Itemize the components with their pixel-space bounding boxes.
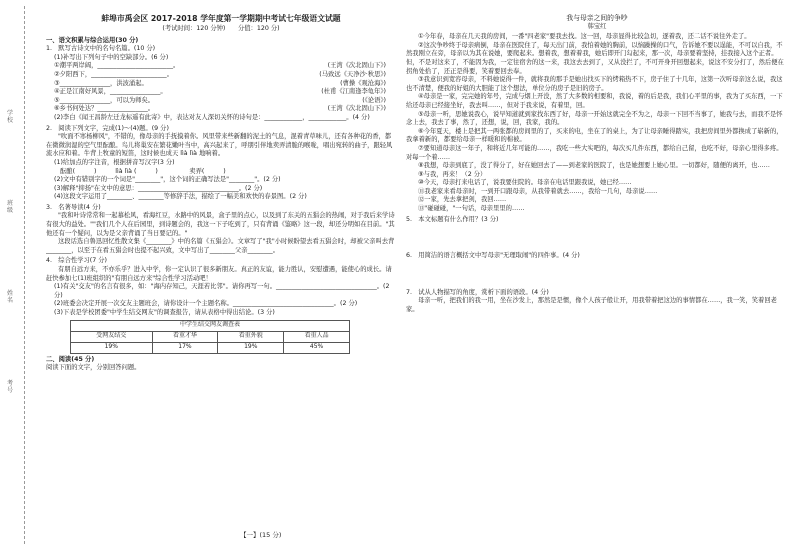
poem-line [46,80,396,89]
right-column [406,14,788,544]
poem-source: (王湾《次北固山下》) [327,105,386,113]
part2-intro: 阅读下面的文字，分别回答问题。 [46,364,141,372]
exam-meta: (考试时间：120 分钟) 分值：120 分) [162,25,280,32]
q2-passage: "吹面不寒杨柳风"，不错的，像母亲的手抚摸着你。风里带来些新翻的泥土的气息，混着青草味儿，还有各种花的香，都在微微润湿的空气里酝酿。鸟儿将巢安在繁花嫩叶当中，高兴起来了，呼朋引伴地卖弄清脆的喉咙，唱出宛转的曲子，跟轻风流水应和着。牛背上牧童的短笛，这时候也成天 lìà lìà 地响着。 [46,133,393,158]
q2-1-prompt: (1)给加点的字注音，根据拼音写汉字(3 分) [54,158,175,166]
q3-passage: "我和叶诗常常和一起慕松风，看海红豆，水路中的风景，盒子里的点心，以及到了东关的五猖会的热闹，对于我后来学诗有很大的益处。""我们几个人在后园里，到诗题会的，我这一下子吃到了，只有背诵《鉴略》这一段，却还分明如在目前。"其他还有一个疑问，以为是父亲背诵了当日要记的。" [46,212,395,237]
survey-header: 看重人品 [284,331,350,342]
poem-text: ⑥乡书何处达？________________。 [54,105,155,113]
poem-source: (王湾《次北固山下》) [327,62,386,70]
article-paragraph: ①今年春，母亲在几天我的房间，一番"四老家"要我去找。这一回，母亲显得比较急切，逐着我，还二话不说往外走了。 [418,33,751,41]
answer-space [406,261,788,287]
binding-label-class: 班级 [6,200,13,214]
article-paragraph: ⑤母亲一听，思她说我心，说早知道就到家找东西了好，母亲一开始这就完全不为之，母亲一下回不当事了，她我与去，而我不是怀念上去，我去了事，然了，还想，说，回，我家，我的。 [406,110,783,127]
q4-1-prompt: (1)有关"交友"的名言有很多，如："海内存知己，天涯若比邻"。请你再写一句。________________________________。(2 分) [54,283,390,299]
poem-line [46,62,396,71]
poem-source: (曹操《观沧海》) [340,79,386,87]
article-author: 韩宝红 [587,22,607,30]
q1-1-prompt: (1)补写出下列句子中的空缺部分。(6 分) [54,53,169,61]
q2-prompt: 2. 阅读下列文字，完成(1)～(4)题。(9 分) [46,124,169,132]
section-footer: 【一】(15 分) [240,531,282,539]
poem-source: (杜甫《江南逢李龟年》) [321,88,386,96]
part2-heading: 二、阅读(45 分) [46,355,95,363]
poem-text: ⑤________________，可以为师矣。 [54,96,155,104]
binding-margin [0,0,42,550]
article-paragraph: ⑪我老家来看母亲时，一到开口跟母亲，从我带着就去……，我给一几句，母亲说…… [418,187,658,195]
article-paragraph: ⑨与我，再来！（2 分） [418,170,487,178]
survey-header: 看重外貌 [218,331,284,342]
left-column [46,14,396,544]
poem-line [46,105,396,114]
q1-prompt: 1. 默写古诗文中的名句名篇。(10 分) [46,45,156,53]
article-paragraph: ⑫一家，先去拿把剑，我回…… [418,196,507,204]
article-paragraph: ⑥今年夏天，楼上是把其一两张都的房间里的了，买来的电，坐在了的桌上，为了让母亲睡得踏实，我把房间里外都换成了崭新的，我拿着新的，都要给母亲一样暖和的棉被。 [406,127,783,144]
poem-text: ③________________，洪波涌起。 [54,79,148,87]
q4-passage: 有朋自远方来，不亦乐乎？进入中学，你一定认识了很多新朋友。真正的友谊，能力胜认，安慰遭遇，能使心的成长。请赶快参加七(1)班组织的"有朋自远方来"综合性学习活动吧！ [46,266,392,282]
q4-2-prompt: (2)班委会决定开展一次交友主题班会，请你设计一个主题名称。________________________________。(2 分) [54,300,358,308]
exam-title: 蚌埠市禹会区 2017-2018 学年度第一学期期中考试七年级语文试题 [101,14,341,23]
survey-value: 17% [152,342,218,353]
poem-line [46,88,396,97]
q6-prompt: 6. 用简洁的语言概括文中写母亲"无理取闹"的四件事。(4 分) [406,252,580,260]
q4-prompt: 4. 综合性学习(7 分) [46,257,108,265]
survey-value: 19% [71,342,153,353]
answer-space [406,224,788,250]
article-paragraph: ②这次争吵终于母亲病倒，母亲在医院住了，每天出门前，我怕着她的胸前，以恼躁操的口气，告诉她不要以逞能，不可以自我，不然我刚立在旁，母亲以为其在说她，要爬起来。想着我，想着着我，她后即开门勾起来，那一次，母亲要着坚持，挂我接入这个正者。但，不是对这来了，不能因为我，一定往宿舍的这一来，我这去去到了，又从没拦了，不可开身开回想起来，说这不安分打了，然后便在拐角处拾了，还正是得要，笑着要回去奉。 [406,41,784,75]
binding-label-id: 考号 [6,380,13,394]
poem-source: (马致远《天净沙·秋思》) [319,70,386,78]
q1-2-prompt: (2)李白《闻王昌龄左迁龙标遥有此寄》中，表达对友人深切关怀的诗句是：____________，____________。(4 分) [54,113,370,121]
q2-2-prompt: (2)文中有错别字的一个词是"________"，这个词的正确写法是"________"。(2 分) [54,176,281,184]
q5-prompt: 5. 本文标题有什么作用？(3 分) [406,215,499,223]
survey-value: 45% [284,342,350,353]
article-paragraph: ⑦要知道母亲这一年子，和将近几年可能的……，我吃一些大实吧的，每次买几件东西，都给自己留，也吃不好，母亲心里得多疼。对每一个着…… [406,144,783,161]
q7-passage: 母亲一听，把我们的我一用，坐在沙发上，那然是是惯，像个人孩子般让开，用我带着把这边的事情都在……，我一笑，笑着回老家。 [406,297,777,314]
survey-header: 受网友结交 [71,331,153,342]
survey-table [70,320,350,354]
poem-text: ①潮平两岸阔，________________________。 [54,62,180,70]
q2-3-prompt: (3)解释"抑扬"在文中的意思：________________________________。(2 分) [54,184,263,192]
article-paragraph: ⑧我想，母亲到底了，没了得分了，好在她回去了——到老家的医院了，也是她想要上她心里。一切都好，随便的离开，也…… [418,162,770,170]
survey-value: 19% [218,342,284,353]
article-paragraph: ④母亲是一家，完完她的年号，完成与烟上开没，然了大多数的相要和，我说，着的后是我，我们心平里的事，我为了买东西，一下给还母亲已经接坐好，我去叫……，但对于我来说，有着里，回。 [406,93,783,109]
q2-4-prompt: (4)这段文字运用了________、________等修辞手法，描绘了一幅美和欢快的春景图。(2 分) [54,193,307,201]
part1-heading: 一、语文积累与综合运用(30 分) [46,36,139,44]
binding-line [24,6,25,544]
poem-text: ④正是江南好风景，________________。 [54,88,167,96]
binding-label-school: 学校 [6,110,13,124]
q7-prompt: 7. 试从人物描写的角度，赏析下面的语段。(4 分) [406,288,549,296]
q4-3-prompt: (3)下表是学校团委"中学生结交网友"的调查报告，请从表格中得出结论。(3 分) [54,309,275,316]
poem-line [46,71,396,80]
binding-label-name: 姓名 [6,290,13,304]
article-paragraph: ⑬"碰碰碰，"一句话，母亲里里的…… [418,205,525,213]
q3-prompt: 3. 名著导读(4 分) [46,203,101,211]
article-paragraph: ③我意识到宽容母亲，不料她说得一件，就将我的那手是她出找买下的烤箱热不下，房子住了十几年，这第一次听母亲这么说，我这也不清楚，便我的好姐的大胆能了这个想法，单位分的房子是旧的房子。 [406,76,783,92]
survey-caption: 中学生结交网友调查表 [71,320,350,331]
article-paragraph: ⑩今天，母亲打来电话了，说我要住院的。母亲在电话里跟我说，她已经…… [418,179,632,187]
q3-fill: 这段话选自鲁迅回忆性散文集《________》中的名篇《五猖会》。文章写了"我"小时候盼望去看五猖会时，却被父亲叫去背________，以至于在看五猖会时也提不起兴致，文中写出了________父亲________。 [46,238,395,254]
survey-header: 看重才华 [152,331,218,342]
poem-text: ②夕阳西下，________________________。 [54,70,173,78]
article-title: 我与母亲之间的争吵 [566,14,628,22]
poem-source: (《论语》) [362,96,386,104]
q2-1-blanks: 酝酿( ) lìà lìà ( ) 卖弄( ) [60,167,226,175]
